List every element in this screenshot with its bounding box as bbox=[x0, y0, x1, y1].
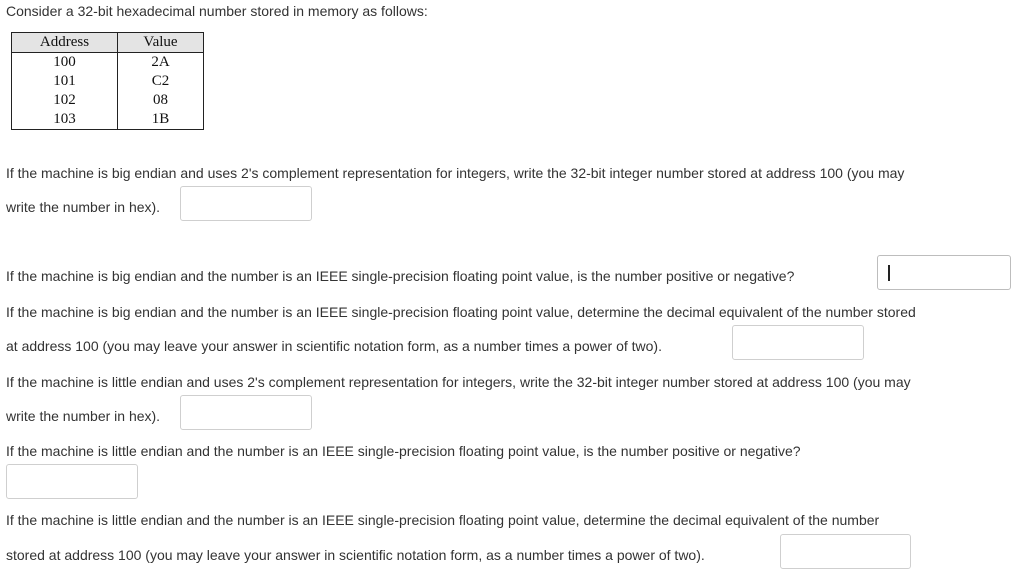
question-2: If the machine is big endian and the number is an IEEE single-precision floating point value, is the number positive or negative? bbox=[6, 268, 795, 284]
table-row bbox=[12, 91, 204, 110]
intro-text: Consider a 32-bit hexadecimal number stored in memory as follows: bbox=[6, 3, 428, 19]
cell-address: 102 bbox=[12, 91, 118, 110]
question-6-line-2: stored at address 100 (you may leave your answer in scientific notation form, as a number times a power of two). bbox=[6, 547, 705, 563]
question-1-line-2: write the number in hex). bbox=[6, 199, 161, 215]
question-4-line-2: write the number in hex). bbox=[6, 408, 161, 424]
question-1-line-1: If the machine is big endian and uses 2's complement representation for integers, write the 32-bit integer number stored at address 100 (you may bbox=[6, 165, 905, 181]
table-row bbox=[12, 53, 204, 73]
cell-value: C2 bbox=[118, 72, 204, 91]
cell-address: 100 bbox=[12, 53, 118, 73]
question-3-line-2: at address 100 (you may leave your answer in scientific notation form, as a number times a power of two). bbox=[6, 338, 662, 354]
table-row bbox=[12, 110, 204, 130]
memory-table bbox=[11, 32, 204, 130]
answer-2-input[interactable] bbox=[877, 255, 1011, 290]
question-5: If the machine is little endian and the number is an IEEE single-precision floating point value, is the number positive or negative? bbox=[6, 443, 801, 459]
table-row bbox=[12, 72, 204, 91]
answer-6-input[interactable] bbox=[780, 534, 911, 569]
cell-value: 1B bbox=[118, 110, 204, 130]
text-cursor bbox=[888, 265, 890, 281]
cell-address: 103 bbox=[12, 110, 118, 130]
answer-4-input[interactable] bbox=[180, 395, 312, 430]
header-address: Address bbox=[12, 33, 118, 53]
answer-1-input[interactable] bbox=[180, 186, 312, 221]
question-6-line-1: If the machine is little endian and the number is an IEEE single-precision floating point value, determine the decimal equivalent of the number bbox=[6, 512, 880, 528]
question-3-line-1: If the machine is big endian and the number is an IEEE single-precision floating point value, determine the decimal equivalent of the number stored bbox=[6, 304, 916, 320]
answer-3-input[interactable] bbox=[732, 325, 864, 360]
cell-address: 101 bbox=[12, 72, 118, 91]
cell-value: 2A bbox=[118, 53, 204, 73]
answer-5-input[interactable] bbox=[6, 464, 138, 499]
cell-value: 08 bbox=[118, 91, 204, 110]
question-4-line-1: If the machine is little endian and uses 2's complement representation for integers, write the 32-bit integer number stored at address 100 (you may bbox=[6, 374, 911, 390]
header-value: Value bbox=[118, 33, 204, 53]
